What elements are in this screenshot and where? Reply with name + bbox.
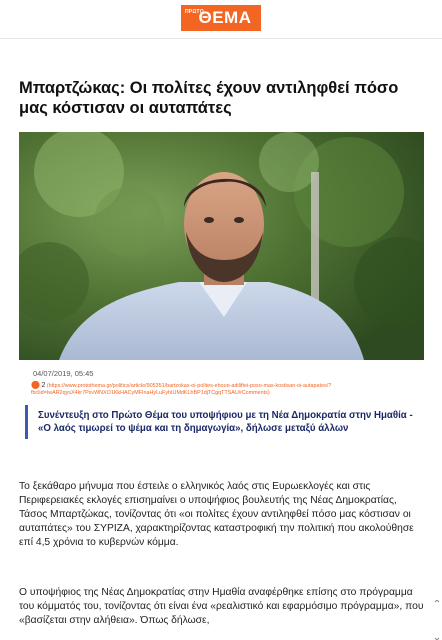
top-bar (0, 0, 442, 39)
hero-photo (19, 132, 424, 360)
article-paragraph-1: Το ξεκάθαρο μήνυμα που έστειλε ο ελληνικός λαός στις Ευρωεκλογές και στις Περιφερειακές εκλογές επισημαίνει ο υποψήφιος βουλευτής της Νέας Δημοκρατίας, Τάσος Μπαρτζώκας, τονίζοντας ότι «οι πολίτες έχουν αντιληφθεί πόσο μας κόστισαν οι αυταπάτες» του ΣΥΡΙΖΑ, χαρακτηρίζοντας καταστροφική την πολιτική που ακολούθησε επί 4,5 χρόνια το κυβερνών κόμμα. (19, 481, 414, 548)
scroll-indicator[interactable] (434, 600, 440, 640)
logo-main-text: ΘΕΜΑ (198, 8, 252, 27)
article-paragraph-2: Ο υποψήφιος της Νέας Δημοκρατίας στην Ημαθία αναφέρθηκε επίσης στο πρόγραμμα του κόμματός του, τονίζοντας ότι είναι ένα «ρεαλιστικό και εφαρμόσιμο πρόγραμμα», που «βασίζεται στην αλήθεια». Όπως δήλωσε, (19, 587, 424, 626)
share-icon[interactable]: ⬤ (31, 380, 40, 389)
article-hero-image (19, 132, 424, 360)
site-logo[interactable] (181, 5, 261, 31)
share-url[interactable]: (https://www.protothema.gr/politics/article/905351/bartzokas-oi-polites-ehoun-adiliftei-poso-mas-kostisan-oi-autapates/?fbclid=IwAR2qysX4kr7PsvWNXO1KkHACyMFInaHyLuFyhIUMdKLhBP1djTCgqTTSAU#Comments) (31, 383, 332, 396)
article-title: Μπαρτζώκας: Οι πολίτες έχουν αντιληφθεί πόσο μας κόστισαν οι αυταπάτες (19, 79, 399, 117)
share-count: 2 (41, 382, 46, 389)
article-date: 04/07/2019, 05:45 (33, 369, 94, 378)
share-link-row[interactable] (31, 381, 411, 397)
article-lead: Συνέντευξη στο Πρώτο Θέμα του υποψήφιου με τη Νέα Δημοκρατία στην Ημαθία - «Ο λαός τιμωρεί το ψέμα και τη δημαγωγία», δήλωσε μεταξύ άλλων (25, 405, 423, 439)
logo-small-text: ΠΡΩΤΟ (185, 9, 204, 15)
